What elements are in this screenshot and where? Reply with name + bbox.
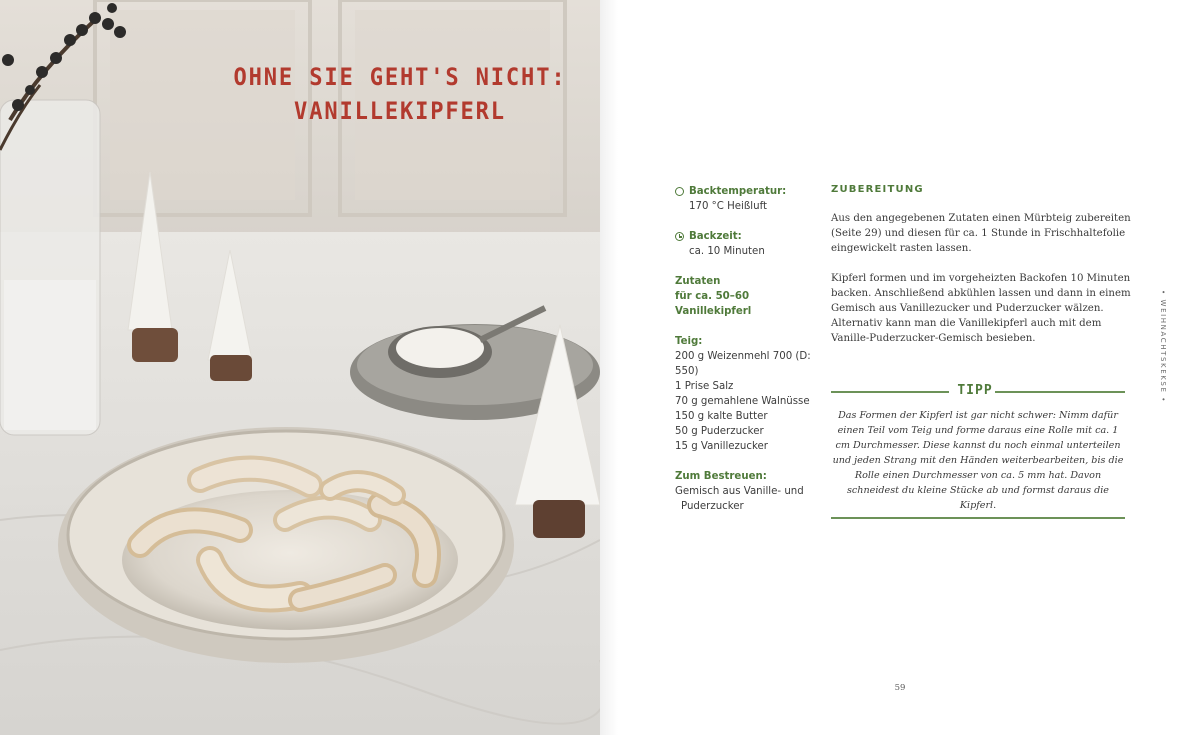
preparation-paragraph-2: Kipferl formen und im vorgeheizten Backofen 10 Minuten backen. Anschließend abkühlen lassen und dann in einem Gemisch aus Vanillezucker und Puderzucker wälzen. Alternativ kann man die Vanillekipferl auch mit dem Vanille-Puderzucker-Gemisch besieben. — [831, 273, 1131, 344]
tip-box — [831, 382, 1125, 513]
preparation-paragraph-1: Aus den angegebenen Zutaten einen Mürbteig zubereiten (Seite 29) und diesen für ca. 1 Stunde in Frischhaltefolie eingewickelt rasten lassen. — [831, 213, 1131, 254]
tip-header — [831, 382, 1125, 402]
dough-ingredients — [675, 334, 825, 454]
dusting-line-1: Gemisch aus Vanille- und — [675, 486, 804, 497]
tip-rule-bottom — [831, 517, 1125, 519]
page-title — [170, 60, 630, 128]
bake-time-value: ca. 10 Minuten — [689, 246, 765, 257]
chapter-side-label — [1154, 290, 1168, 420]
bake-temperature — [675, 184, 825, 214]
ingredient-item: 200 g Weizenmehl 700 (D: 550) — [675, 351, 811, 377]
title-line-1: OHNE SIE GEHT'S NICHT: — [233, 63, 567, 91]
ingredients-heading — [675, 274, 825, 319]
dough-label: Teig: — [675, 336, 703, 347]
ingredient-item: 50 g Puderzucker — [675, 426, 764, 437]
ingredient-item: 70 g gemahlene Walnüsse — [675, 396, 810, 407]
bake-temperature-label: Backtemperatur: — [689, 186, 787, 197]
bake-temperature-value: 170 °C Heißluft — [689, 201, 767, 212]
dusting-line-2: Puderzucker — [681, 501, 744, 512]
dusting — [675, 469, 825, 514]
bake-time-label: Backzeit: — [689, 231, 742, 242]
ingredients-yield: für ca. 50–60 Vanillekipferl — [675, 291, 752, 317]
chapter-side-label-text: • WEIHNACHTSKEKSE • — [1159, 290, 1167, 404]
thermometer-circle-icon — [675, 187, 684, 196]
title-line-2: VANILLEKIPFERL — [294, 97, 506, 125]
dusting-label: Zum Bestreuen: — [675, 471, 767, 482]
ingredient-item: 1 Prise Salz — [675, 381, 734, 392]
ingredients-label: Zutaten — [675, 276, 721, 287]
clock-icon — [675, 232, 684, 241]
recipe-info-column — [675, 184, 825, 529]
ingredient-item: 15 g Vanillezucker — [675, 441, 768, 452]
ingredient-item: 150 g kalte Butter — [675, 411, 768, 422]
bake-time — [675, 229, 825, 259]
page-number: 59 — [894, 683, 906, 693]
tip-rule-left — [831, 391, 949, 393]
tip-rule-right — [995, 391, 1125, 393]
tip-heading: TIPP — [957, 383, 993, 398]
tip-text: Das Formen der Kipferl ist gar nicht schwer: Nimm dafür einen Teil vom Teig und forme daraus eine Rolle mit ca. 1 cm Durchmesser. Diese kannst du noch einmal unterteilen und jeden Strang mit den Händen weiterbearbeiten, bis die Rolle einen Durchmesser von ca. 5 mm hat. Davon schneidest du kleine Stücke ab und formst daraus die Kipferl. — [832, 410, 1124, 511]
preparation-column — [831, 184, 1131, 361]
preparation-heading: ZUBEREITUNG — [831, 184, 924, 195]
